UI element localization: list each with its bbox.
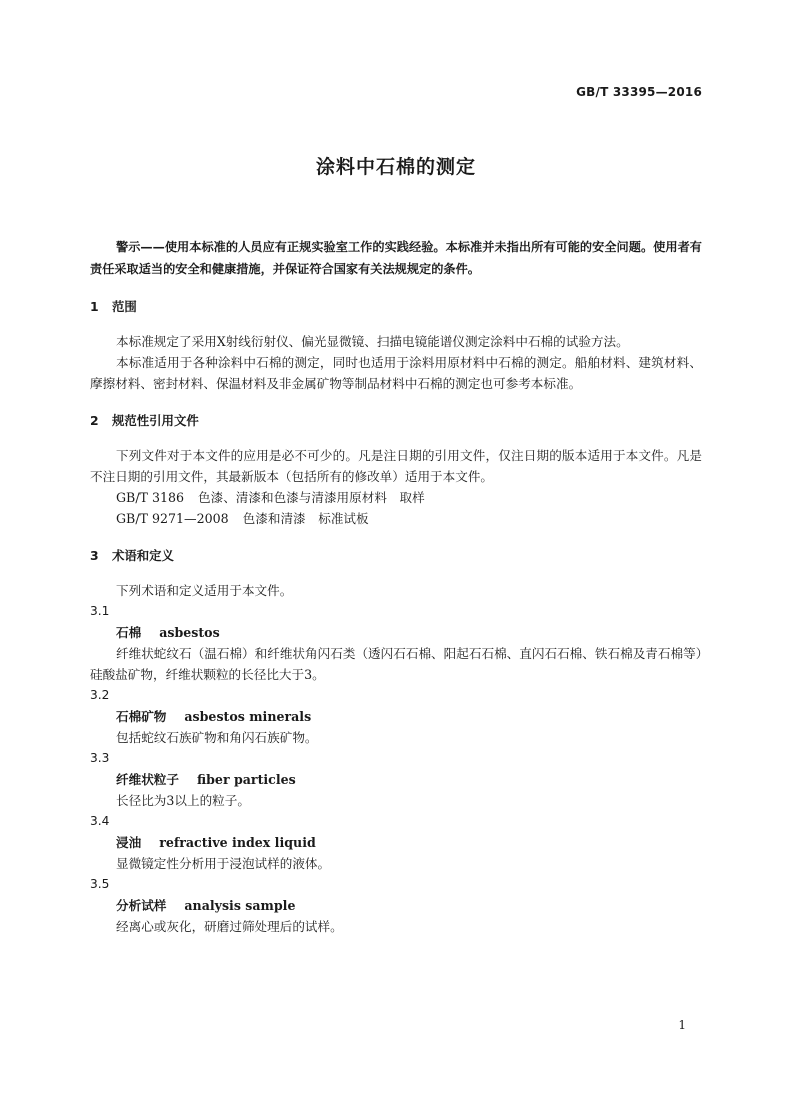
term-definition: 长径比为3以上的粒子。	[116, 793, 250, 808]
term-number: 3.1	[90, 604, 110, 618]
term-heading	[90, 895, 702, 916]
reference-title: 色漆、清漆和色漆与清漆用原材料 取样	[198, 490, 425, 505]
term-heading	[90, 769, 702, 790]
term-heading	[90, 622, 702, 643]
section-title: 术语和定义	[112, 548, 174, 563]
term-zh: 石棉	[116, 625, 142, 640]
section-number: 2	[90, 413, 99, 428]
term-en: fiber particles	[196, 772, 296, 787]
section-number: 1	[90, 299, 99, 314]
term-en: asbestos minerals	[184, 709, 312, 724]
term-heading	[90, 832, 702, 853]
term-number: 3.4	[90, 814, 110, 828]
section-heading-scope	[90, 296, 702, 317]
scope-paragraph: 本标准适用于各种涂料中石棉的测定，同时也适用于涂料用原材料中石棉的测定。船舶材料、建筑材料、摩擦材料、密封材料、保温材料及非金属矿物等制品材料中石棉的测定也可参考本标准。	[90, 355, 702, 391]
standard-code: GB/T 33395—2016	[576, 85, 702, 99]
term-number: 3.2	[90, 688, 110, 702]
section-title: 规范性引用文件	[112, 413, 199, 428]
term-number: 3.5	[90, 877, 110, 891]
term-zh: 浸油	[116, 835, 142, 850]
term-zh: 分析试样	[116, 898, 167, 913]
term-zh: 石棉矿物	[116, 709, 167, 724]
term-definition: 包括蛇纹石族矿物和角闪石族矿物。	[116, 730, 318, 745]
section-number: 3	[90, 548, 99, 563]
terms-intro: 下列术语和定义适用于本文件。	[116, 583, 293, 598]
reference-code: GB/T 3186	[116, 490, 185, 505]
safety-warning: 警示——使用本标准的人员应有正规实验室工作的实践经验。本标准并未指出所有可能的安全问题。使用者有责任采取适当的安全和健康措施，并保证符合国家有关法规规定的条件。	[90, 240, 702, 276]
reference-item	[90, 487, 702, 508]
term-en: refractive index liquid	[159, 835, 316, 850]
reference-title: 色漆和清漆 标准试板	[242, 511, 369, 526]
term-definition: 经离心或灰化，研磨过筛处理后的试样。	[116, 919, 343, 934]
term-definition: 纤维状蛇纹石（温石棉）和纤维状角闪石类（透闪石石棉、阳起石石棉、直闪石石棉、铁石棉及青石棉等）硅酸盐矿物，纤维状颗粒的长径比大于3。	[90, 646, 702, 682]
section-heading-terms	[90, 545, 702, 566]
term-zh: 纤维状粒子	[116, 772, 179, 787]
document-body	[90, 236, 702, 937]
term-en: asbestos	[159, 625, 220, 640]
references-intro: 下列文件对于本文件的应用是必不可少的。凡是注日期的引用文件，仅注日期的版本适用于本文件。凡是不注日期的引用文件，其最新版本（包括所有的修改单）适用于本文件。	[90, 448, 702, 484]
term-number: 3.3	[90, 751, 110, 765]
section-heading-references	[90, 410, 702, 431]
scope-paragraph: 本标准规定了采用X射线衍射仪、偏光显微镜、扫描电镜能谱仪测定涂料中石棉的试验方法。	[116, 334, 629, 349]
term-en: analysis sample	[184, 898, 296, 913]
page-number: 1	[678, 1018, 686, 1032]
term-heading	[90, 706, 702, 727]
reference-code: GB/T 9271—2008	[116, 511, 229, 526]
section-title: 范围	[112, 299, 137, 314]
reference-item	[90, 508, 702, 529]
document-title: 涂料中石棉的测定	[315, 156, 476, 178]
term-definition: 显微镜定性分析用于浸泡试样的液体。	[116, 856, 331, 871]
